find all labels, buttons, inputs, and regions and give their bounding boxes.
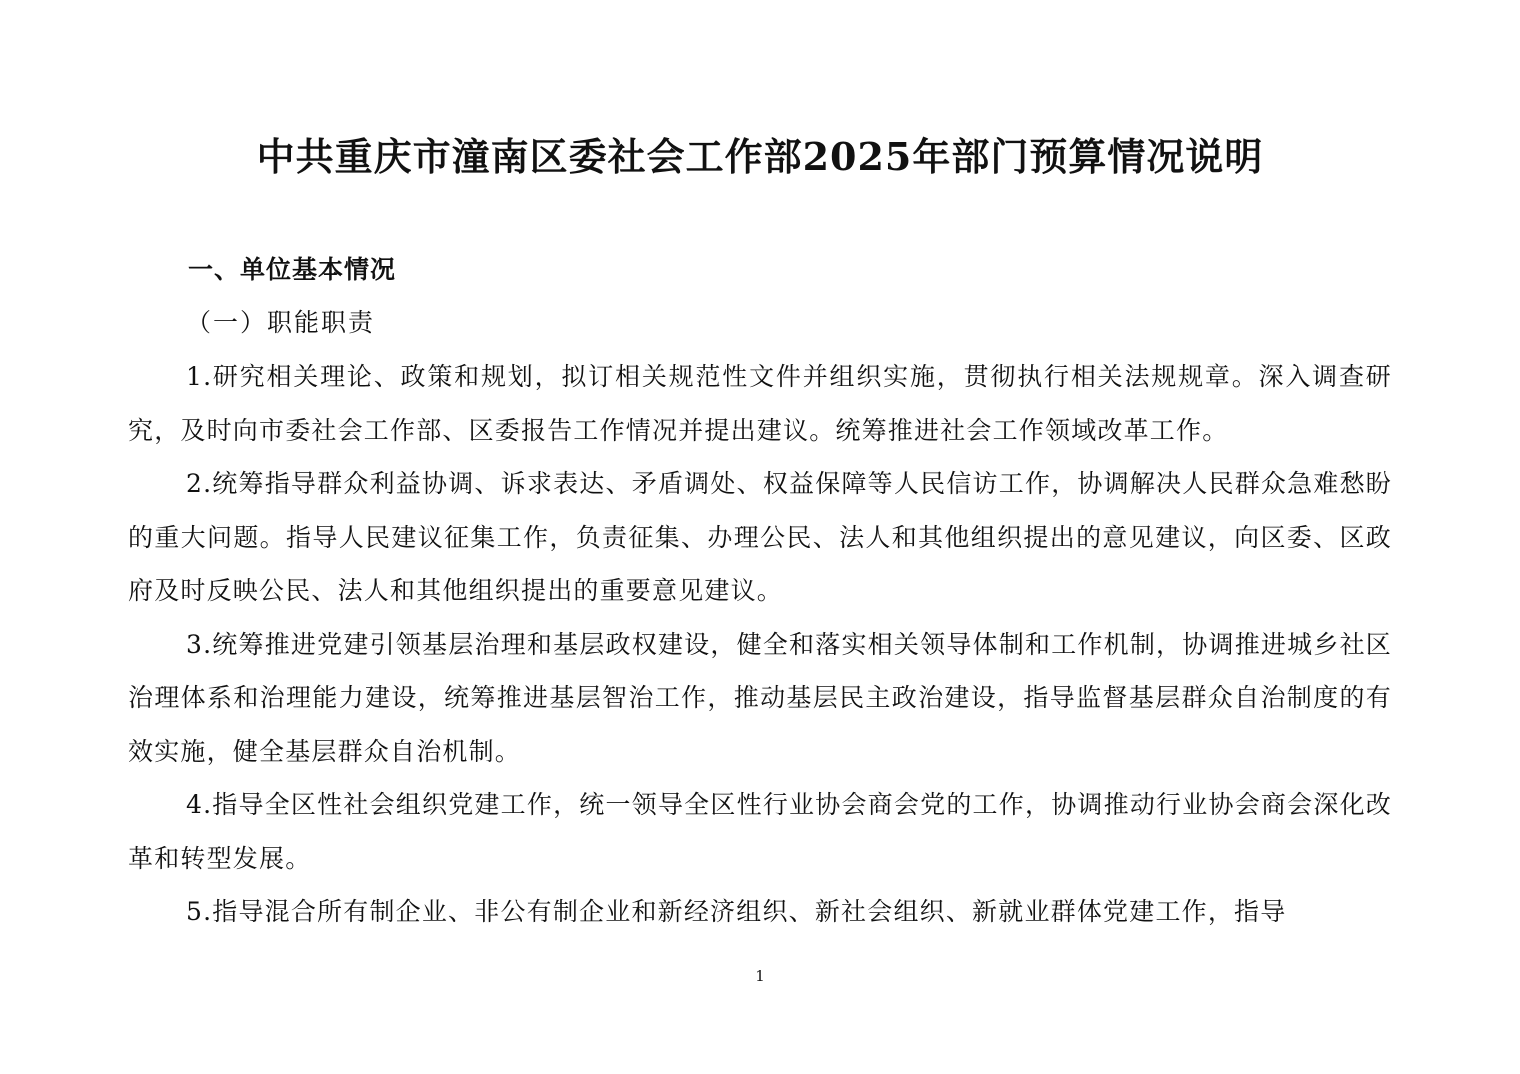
paragraph-1: 1.研究相关理论、政策和规划，拟订相关规范性文件并组织实施，贯彻执行相关法规规章。深入调查研究，及时向市委社会工作部、区委报告工作情况并提出建议。统筹推进社会工作领域改革工作。 bbox=[128, 362, 1392, 445]
document-title: 中共重庆市潼南区委社会工作部2025年部门预算情况说明 bbox=[256, 134, 1264, 179]
paragraph-2: 2.统筹指导群众利益协调、诉求表达、矛盾调处、权益保障等人民信访工作，协调解决人民群众急难愁盼的重大问题。指导人民建议征集工作，负责征集、办理公民、法人和其他组织提出的意见建议，向区委、区政府及时反映公民、法人和其他组织提出的重要意见建议。 bbox=[128, 469, 1392, 605]
section-heading: 一、单位基本情况 bbox=[188, 255, 397, 284]
paragraph-4: 4.指导全区性社会组织党建工作，统一领导全区性行业协会商会党的工作，协调推动行业协会商会深化改革和转型发展。 bbox=[128, 790, 1392, 873]
document-body bbox=[128, 244, 1392, 939]
paragraph-3: 3.统筹推进党建引领基层治理和基层政权建设，健全和落实相关领导体制和工作机制，协调推进城乡社区治理体系和治理能力建设，统筹推进基层智治工作，推动基层民主政治建设，指导监督基层群众自治制度的有效实施，健全基层群众自治机制。 bbox=[128, 629, 1392, 766]
page-number: 1 bbox=[755, 967, 765, 985]
paragraph-5: 5.指导混合所有制企业、非公有制企业和新经济组织、新社会组织、新就业群体党建工作，指导 bbox=[186, 897, 1287, 926]
subsection-heading: （一）职能职责 bbox=[186, 308, 376, 337]
